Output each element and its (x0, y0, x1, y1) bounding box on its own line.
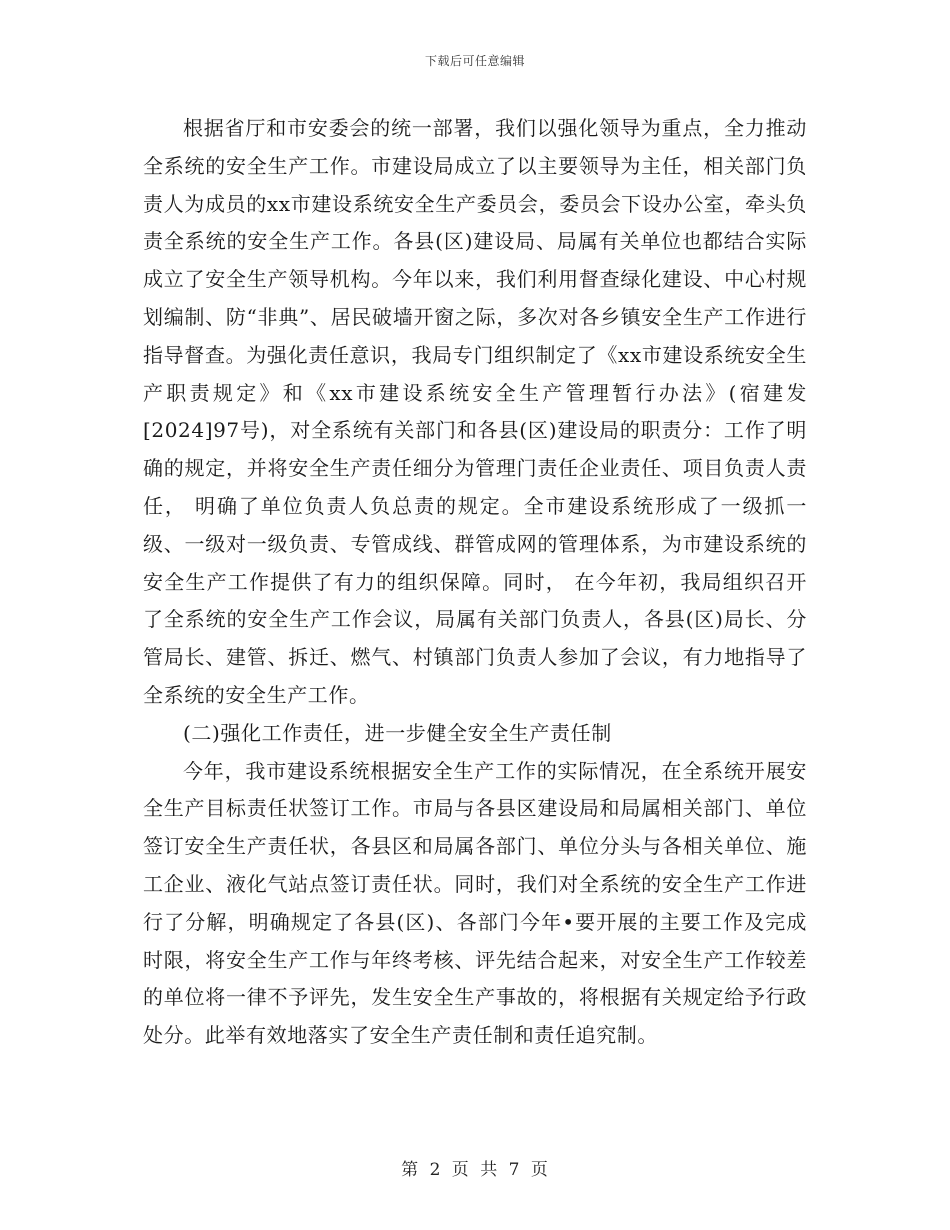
page-header: 下载后可任意编辑 (424, 54, 525, 68)
document-body (143, 110, 807, 1055)
paragraph-organization: 根据省厅和市安委会的统一部署，我们以强化领导为重点，全力推动全系统的安全生产工作。市建设局成立了以主要领导为主任，相关部门负责人为成员的xx市建设系统安全生产委员会，委员会下设办公室，牵头负责全系统的安全生产工作。各县(区)建设局、局属有关单位也都结合实际成立了安全生产领导机构。今年以来，我们利用督查绿化建设、中心村规划编制、防“非典”、居民破墙开窗之际，多次对各乡镇安全生产工作进行指导督查。为强化责任意识，我局专门组织制定了《xx市建设系统安全生产职责规定》和《xx市建设系统安全生产管理暂行办法》(宿建发[2024]97号)，对全系统有关部门和各县(区)建设局的职责分：工作了明确的规定，并将安全生产责任细分为管理门责任企业责任、项目负责人责任， 明确了单位负责人负总责的规定。全市建设系统形成了一级抓一级、一级对一级负责、专管成线、群管成网的管理体系，为市建设系统的安全生产工作提供了有力的组织保障。同时， 在今年初，我局组织召开了全系统的安全生产工作会议，局属有关部门负责人，各县(区)局长、分管局长、建管、拆迁、燃气、村镇部门负责人参加了会议，有力地指导了全系统的安全生产工作。 (143, 116, 807, 707)
paragraph-responsibility: 今年，我市建设系统根据安全生产工作的实际情况，在全系统开展安全生产目标责任状签订工作。市局与各县区建设局和局属相关部门、单位签订安全生产责任状，各县区和局属各部门、单位分头与各相关单位、施工企业、液化气站点签订责任状。同时，我们对全系统的安全生产工作进行了分解，明确规定了各县(区)、各部门今年•要开展的主要工作及完成时限，将安全生产工作与年终考核、评先结合起来，对安全生产工作较差的单位将一律不予评先，发生安全生产事故的，将根据有关规定给予行政处分。此举有效地落实了安全生产责任制和责任追究制。 (143, 758, 807, 1048)
section-heading-responsibility: (二)强化工作责任，进一步健全安全生产责任制 (183, 720, 612, 745)
page-number-footer: 第 2 页 共 7 页 (401, 1160, 549, 1180)
